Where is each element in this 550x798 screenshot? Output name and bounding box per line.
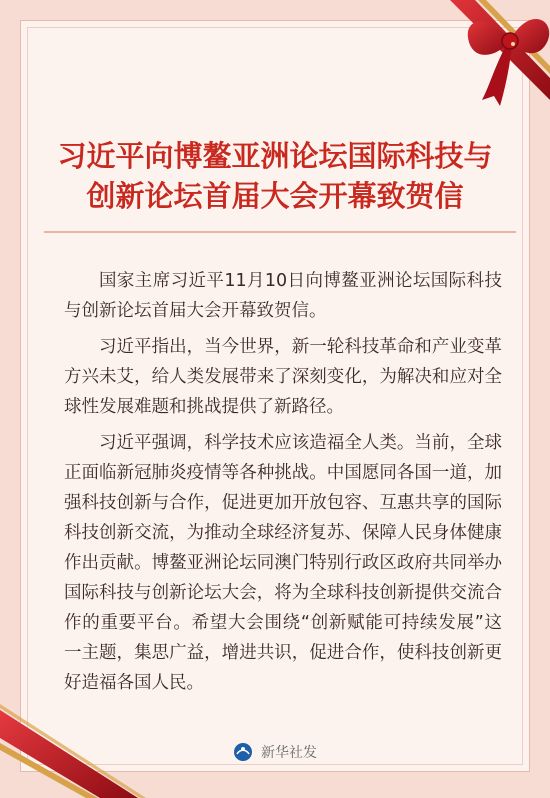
paragraph-2: 习近平指出，当今世界，新一轮科技革命和产业变革方兴未艾，给人类发展带来了深刻变化，为解决和应对全球性发展难题和挑战提供了新路径。 <box>64 337 502 417</box>
title-divider <box>44 231 516 233</box>
page-title <box>40 136 510 216</box>
xinhua-logo-icon <box>233 742 253 762</box>
paragraph-1: 国家主席习近平11月10日向博鳌亚洲论坛国际科技与创新论坛首届大会开幕致贺信。 <box>64 271 502 321</box>
paragraph-3: 习近平强调，科学技术应该造福全人类。当前，全球正面临新冠肺炎疫情等各种挑战。中国愿同各国一道，加强科技创新与合作，促进更加开放包容、互惠共享的国际科技创新交流，为推动全球经济复苏、保障人民身体健康作出贡献。博鳌亚洲论坛同澳门特别行政区政府共同举办国际科技与创新论坛大会，将为全球科技创新提供交流合作的重要平台。希望大会围绕“创新赋能可持续发展”这一主题，集思广益，增进共识，促进合作，使科技创新更好造福各国人民。 <box>64 433 502 693</box>
title-line-2: 创新论坛首届大会开幕致贺信 <box>86 179 464 213</box>
source-label: 新华社发 <box>261 745 317 761</box>
ribbon-bow-icon <box>390 0 550 110</box>
letter-body <box>64 266 502 704</box>
title-line-1: 习近平向博鳌亚洲论坛国际科技与 <box>57 139 493 173</box>
source-credit <box>0 742 550 762</box>
